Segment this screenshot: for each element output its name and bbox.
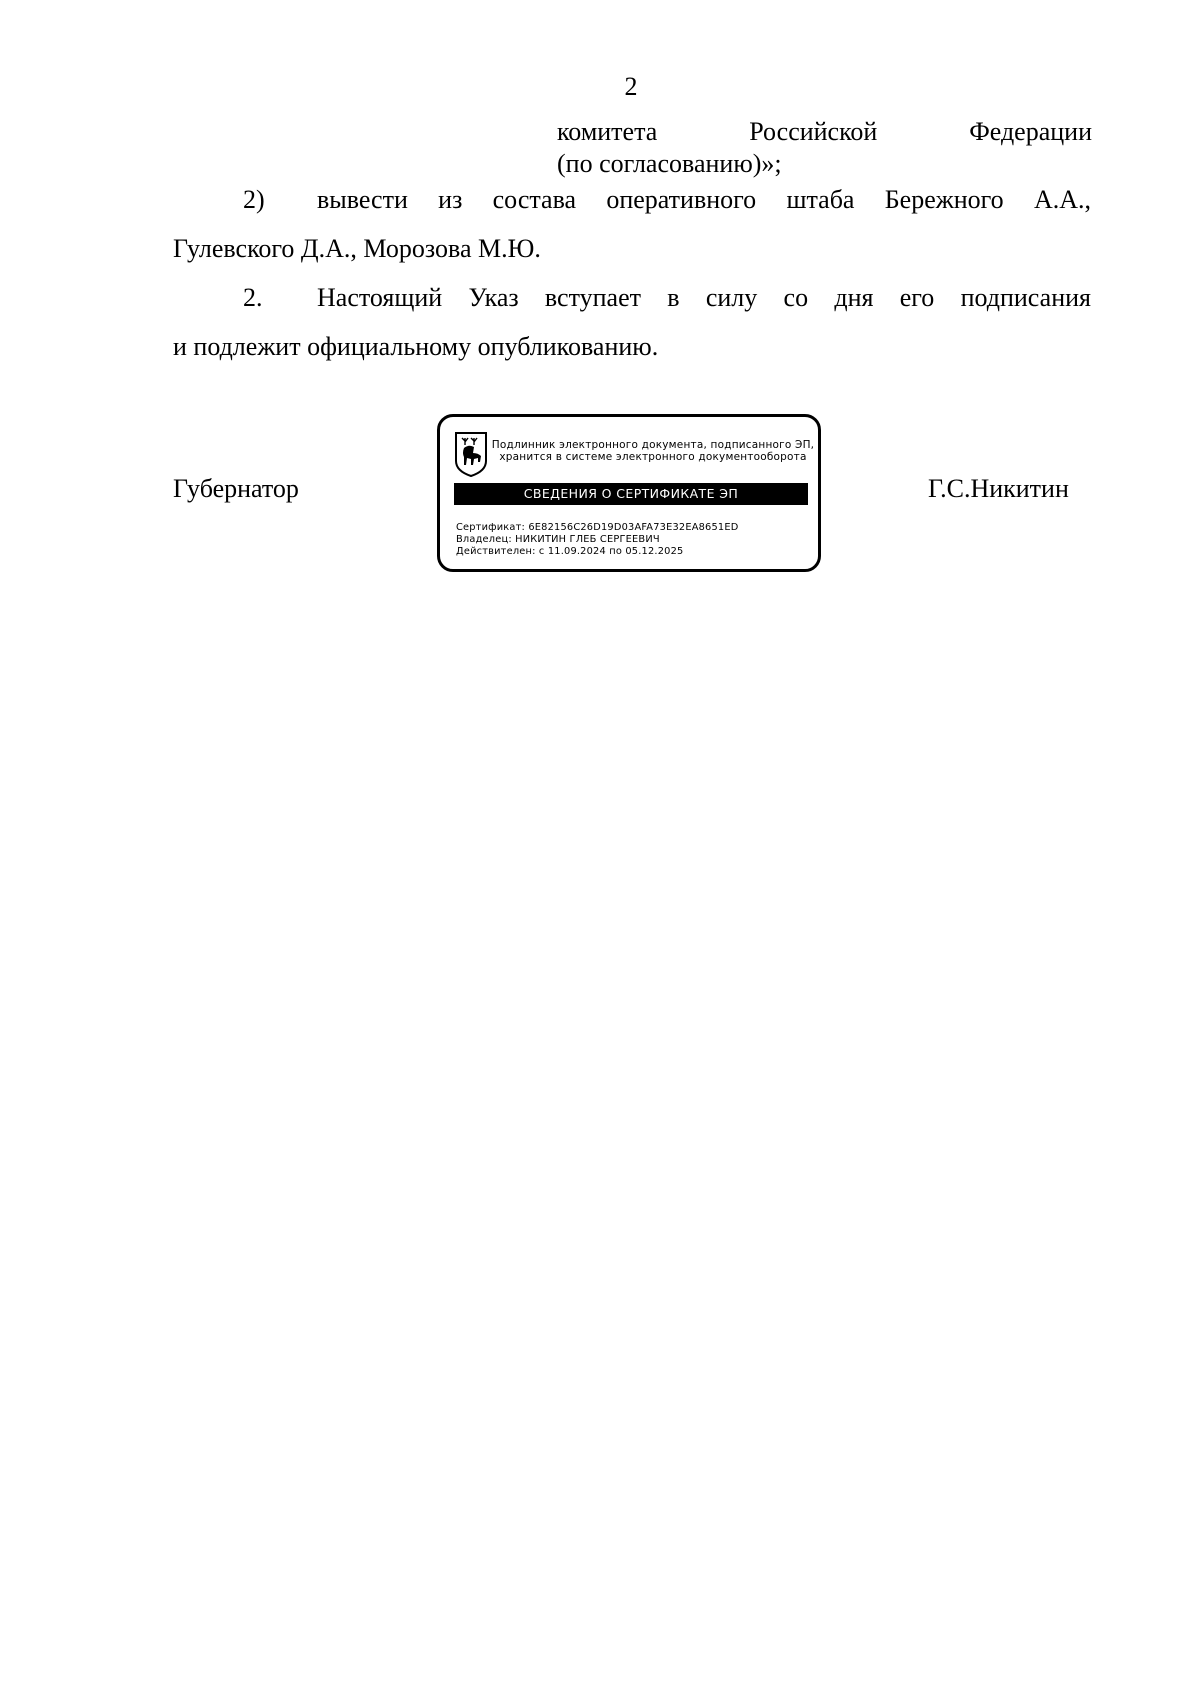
paragraph-marker: 2. (243, 283, 263, 312)
member-tail-line1 (557, 116, 1092, 148)
member-list-tail (557, 116, 1092, 180)
paragraph-remove-members (173, 175, 1091, 273)
member-tail-word: Федерации (969, 117, 1092, 146)
paragraph-entry-into-force (173, 273, 1091, 371)
paragraph-text: Настоящий Указ вступает в силу со дня его подписания (317, 283, 1091, 312)
signatory-position: Губернатор (173, 474, 299, 503)
paragraph-continuation: Гулевского Д.А., Морозова М.Ю. (173, 234, 541, 263)
paragraph-first-line (173, 175, 1091, 224)
paragraph-continuation: и подлежит официальному опубликованию. (173, 332, 659, 361)
signatory-name: Г.С.Никитин (928, 474, 1069, 503)
paragraph-marker: 2) (243, 185, 265, 214)
stamp-notice-line: Подлинник электронного документа, подписанного ЭП, (491, 439, 815, 451)
stamp-notice (490, 439, 816, 463)
member-tail-line2: (по согласованию)»; (557, 149, 782, 178)
stamp-header: СВЕДЕНИЯ О СЕРТИФИКАТЕ ЭП (454, 483, 808, 505)
member-tail-word: Российской (749, 117, 878, 146)
paragraph-first-line (173, 273, 1091, 322)
certificate-owner: Владелец: НИКИТИН ГЛЕБ СЕРГЕЕВИЧ (456, 534, 660, 545)
certificate-number: Сертификат: 6E82156C26D19D03AFA73E32EA8651ED (456, 522, 739, 533)
stamp-notice-line: хранится в системе электронного документооборота (499, 451, 807, 463)
member-tail-word: комитета (557, 117, 658, 146)
paragraph-text: вывести из состава оперативного штаба Бережного А.А., (317, 185, 1091, 214)
page-number: 2 (624, 72, 638, 101)
stamp-details (456, 522, 806, 558)
electronic-signature-stamp (437, 414, 821, 572)
coat-of-arms-deer-icon (454, 431, 488, 477)
certificate-validity: Действителен: с 11.09.2024 по 05.12.2025 (456, 546, 684, 557)
